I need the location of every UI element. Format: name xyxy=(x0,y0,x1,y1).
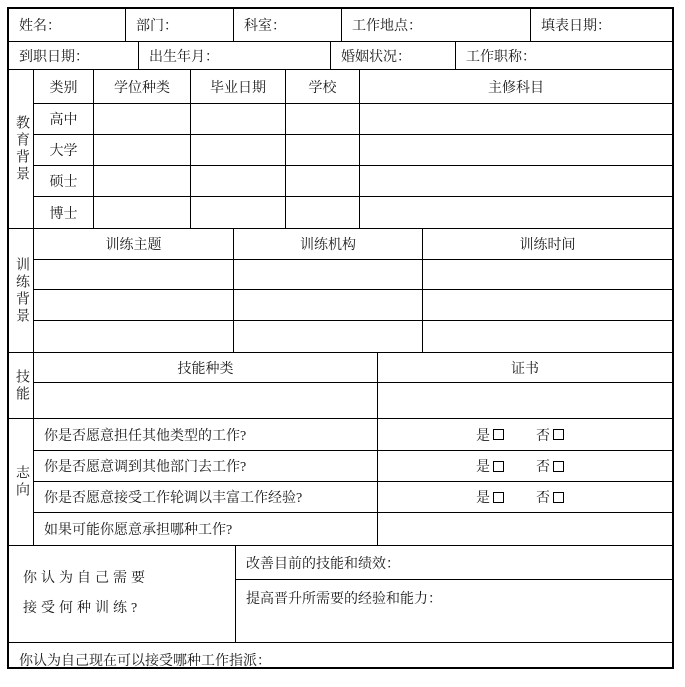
skills-col-certificate: 证书 xyxy=(511,361,539,377)
no-label: 否 xyxy=(536,460,550,475)
education-section xyxy=(9,70,672,229)
office-field[interactable] xyxy=(234,9,342,41)
yes-label: 是 xyxy=(476,491,490,506)
office-label: 科室： xyxy=(244,19,286,34)
training-col-institution: 训练机构 xyxy=(234,229,423,259)
education-col-category: 类别 xyxy=(34,70,94,103)
improve-skills-label: 改善目前的技能和绩效： xyxy=(246,556,400,572)
skills-col-type: 技能种类 xyxy=(34,353,378,382)
degree-input-cell[interactable] xyxy=(94,166,191,196)
yes-checkbox[interactable] xyxy=(476,456,504,476)
checkbox-icon xyxy=(553,492,564,503)
degree-input-cell[interactable] xyxy=(94,197,191,228)
aspiration-question: 你是否愿意接受工作轮调以丰富工作经验? xyxy=(34,482,378,512)
training-col-topic: 训练主题 xyxy=(34,229,234,259)
aspiration-answer-cell xyxy=(378,419,672,450)
header-row-1 xyxy=(9,9,672,42)
checkbox-icon xyxy=(493,461,504,472)
job-title-label: 工作职称： xyxy=(466,49,536,65)
major-input-cell[interactable] xyxy=(360,135,672,165)
major-input-cell[interactable] xyxy=(360,197,672,228)
department-label: 部门： xyxy=(136,19,178,34)
aspiration-row-3 xyxy=(34,482,672,513)
major-input-cell[interactable] xyxy=(360,166,672,196)
school-input-cell[interactable] xyxy=(286,197,360,228)
degree-input-cell[interactable] xyxy=(94,135,191,165)
skills-header-row xyxy=(34,353,672,383)
training-row xyxy=(34,321,672,352)
training-topic-input-cell[interactable] xyxy=(34,260,234,289)
training-needs-option-row-1 xyxy=(236,546,672,580)
marital-status-field[interactable] xyxy=(331,42,456,69)
start-date-label: 到职日期： xyxy=(19,49,89,65)
assignment-row xyxy=(9,643,672,676)
education-row-label: 博士 xyxy=(34,197,94,228)
major-input-cell[interactable] xyxy=(360,104,672,134)
skill-type-input-cell[interactable] xyxy=(34,383,378,418)
promotion-experience-field[interactable] xyxy=(236,580,672,642)
education-col-school: 学校 xyxy=(286,70,360,103)
training-time-input-cell[interactable] xyxy=(423,321,672,352)
training-row xyxy=(34,290,672,321)
skills-row xyxy=(34,383,672,418)
education-row-doctor xyxy=(34,197,672,228)
certificate-input-cell[interactable] xyxy=(378,383,672,418)
yes-label: 是 xyxy=(476,428,490,444)
education-section-label: 教育背景 xyxy=(9,70,34,228)
checkbox-icon xyxy=(493,429,504,440)
department-field[interactable] xyxy=(126,9,234,41)
training-needs-option-row-2 xyxy=(236,580,672,642)
work-location-label: 工作地点： xyxy=(352,19,422,34)
aspiration-answer-cell xyxy=(378,451,672,481)
graduation-date-input-cell[interactable] xyxy=(191,166,286,196)
education-col-degree: 学位种类 xyxy=(94,70,191,103)
marital-status-label: 婚姻状况： xyxy=(341,49,411,65)
school-input-cell[interactable] xyxy=(286,135,360,165)
education-row-label: 硕士 xyxy=(34,166,94,196)
no-label: 否 xyxy=(536,428,550,444)
training-needs-prompt-cell xyxy=(9,546,236,642)
graduation-date-input-cell[interactable] xyxy=(191,104,286,134)
no-label: 否 xyxy=(536,491,550,506)
graduation-date-input-cell[interactable] xyxy=(191,135,286,165)
training-needs-prompt: 你认为自己需要接受何种训练? xyxy=(23,571,149,616)
header-row-2 xyxy=(9,42,672,70)
graduation-date-input-cell[interactable] xyxy=(191,197,286,228)
start-date-field[interactable] xyxy=(9,42,139,69)
education-row-master xyxy=(34,166,672,197)
name-field[interactable] xyxy=(9,9,126,41)
training-topic-input-cell[interactable] xyxy=(34,321,234,352)
aspiration-question: 你是否愿意担任其他类型的工作? xyxy=(34,419,378,450)
assignment-field[interactable] xyxy=(9,643,672,676)
birth-date-label: 出生年月： xyxy=(149,49,219,65)
no-checkbox[interactable] xyxy=(536,456,564,476)
school-input-cell[interactable] xyxy=(286,104,360,134)
work-location-field[interactable] xyxy=(342,9,531,41)
training-time-input-cell[interactable] xyxy=(423,290,672,320)
training-institution-input-cell[interactable] xyxy=(234,290,423,320)
yes-checkbox[interactable] xyxy=(476,487,504,507)
training-time-input-cell[interactable] xyxy=(423,260,672,289)
aspiration-row-4 xyxy=(34,513,672,545)
education-col-graduation-date: 毕业日期 xyxy=(191,70,286,103)
aspiration-question: 如果可能你愿意承担哪种工作? xyxy=(34,513,378,545)
checkbox-icon xyxy=(553,461,564,472)
education-row-university xyxy=(34,135,672,166)
school-input-cell[interactable] xyxy=(286,166,360,196)
yes-checkbox[interactable] xyxy=(476,425,504,445)
training-institution-input-cell[interactable] xyxy=(234,321,423,352)
training-row xyxy=(34,260,672,290)
promotion-experience-label: 提高晋升所需要的经验和能力： xyxy=(246,592,442,607)
assignment-label: 你认为自己现在可以接受哪种工作指派： xyxy=(19,653,271,669)
education-col-major: 主修科目 xyxy=(488,80,544,96)
degree-input-cell[interactable] xyxy=(94,104,191,134)
aspiration-row-1 xyxy=(34,419,672,451)
skills-section xyxy=(9,353,672,419)
checkbox-icon xyxy=(493,492,504,503)
skills-section-label: 技能 xyxy=(9,353,34,418)
preferred-work-input-cell[interactable] xyxy=(378,513,672,545)
form-date-label: 填表日期： xyxy=(541,19,611,34)
training-col-time: 训练时间 xyxy=(519,238,576,253)
form-date-field[interactable] xyxy=(531,9,672,41)
aspiration-answer-cell xyxy=(378,482,672,512)
name-label: 姓名： xyxy=(19,19,61,34)
improve-skills-field[interactable] xyxy=(236,546,672,579)
personnel-form-table xyxy=(7,7,674,669)
education-row-highschool xyxy=(34,104,672,135)
aspiration-question: 你是否愿意调到其他部门去工作? xyxy=(34,451,378,481)
job-title-field[interactable] xyxy=(456,42,672,69)
education-row-label: 大学 xyxy=(34,135,94,165)
yes-label: 是 xyxy=(476,460,490,475)
training-header-row xyxy=(34,229,672,260)
no-checkbox[interactable] xyxy=(536,487,564,507)
education-row-label: 高中 xyxy=(34,104,94,134)
training-section-label: 训练背景 xyxy=(9,229,34,352)
checkbox-icon xyxy=(553,429,564,440)
training-needs-section xyxy=(9,546,672,643)
training-section xyxy=(9,229,672,353)
training-institution-input-cell[interactable] xyxy=(234,260,423,289)
aspiration-section-label: 志向 xyxy=(9,419,34,545)
no-checkbox[interactable] xyxy=(536,425,564,445)
aspiration-row-2 xyxy=(34,451,672,482)
training-topic-input-cell[interactable] xyxy=(34,290,234,320)
birth-date-field[interactable] xyxy=(139,42,331,69)
education-header-row xyxy=(34,70,672,104)
aspiration-section xyxy=(9,419,672,546)
